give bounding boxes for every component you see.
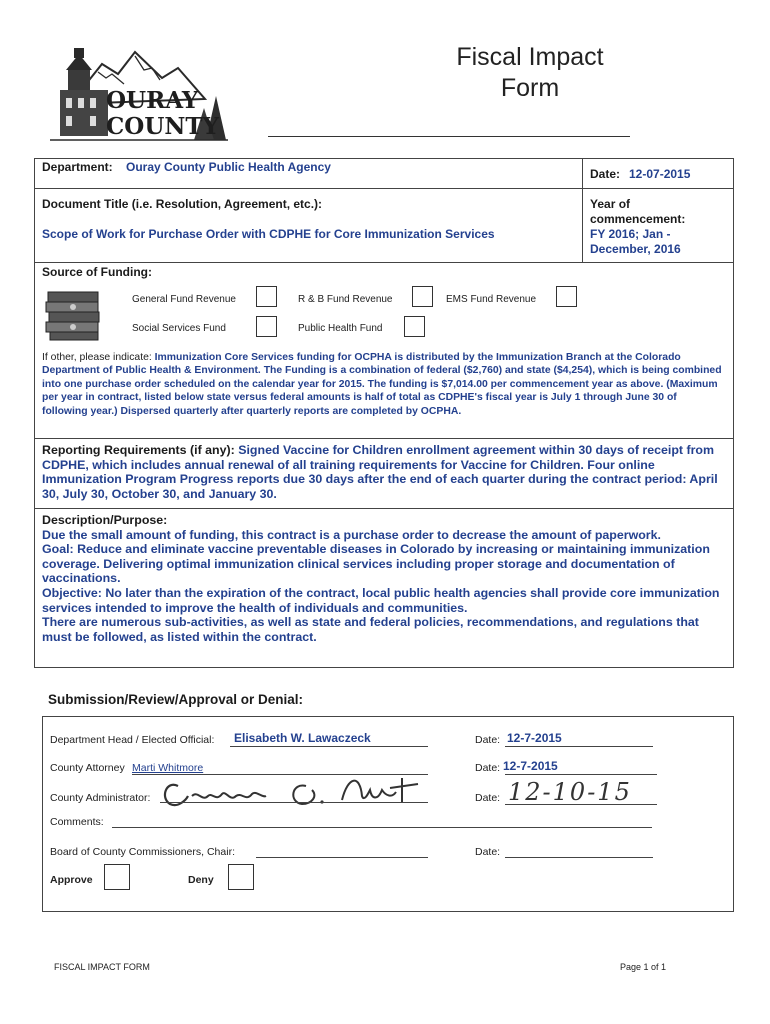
- dept-head-line: [230, 746, 428, 747]
- attorney-date-line: [505, 774, 657, 775]
- board-chair-date-line[interactable]: [505, 857, 653, 858]
- description-purpose: [42, 513, 726, 644]
- logo-text-ouray: OURAY: [106, 87, 199, 114]
- year-of-commencement-value: FY 2016; Jan - December, 2016: [590, 227, 681, 256]
- board-chair-date-label: Date:: [475, 846, 501, 858]
- approval-heading: Submission/Review/Approval or Denial:: [48, 692, 304, 707]
- rb-fund-checkbox[interactable]: [412, 286, 433, 307]
- attorney-date-label: Date:: [475, 762, 501, 774]
- svg-text:OURAY: [106, 87, 199, 114]
- reporting-requirements-label: Reporting Requirements (if any):: [42, 443, 235, 457]
- deny-label: Deny: [188, 874, 214, 886]
- board-chair-label: Board of County Commissioners, Chair:: [50, 846, 235, 858]
- rb-fund-label: R & B Fund Revenue: [298, 294, 393, 305]
- reporting-requirements: [42, 443, 726, 501]
- approve-label: Approve: [50, 874, 93, 886]
- social-services-label: Social Services Fund: [132, 323, 226, 334]
- ems-fund-checkbox[interactable]: [556, 286, 577, 307]
- logo-text-county: COUNTY: [106, 113, 219, 140]
- source-of-funding-label: Source of Funding:: [42, 265, 152, 279]
- ems-fund-label: EMS Fund Revenue: [446, 294, 537, 305]
- row-divider-3: [34, 438, 734, 439]
- general-fund-checkbox[interactable]: [256, 286, 277, 307]
- attorney-date-value: 12-7-2015: [503, 759, 558, 773]
- administrator-date-value: 12-10-15: [508, 778, 632, 806]
- footer-page-number: Page 1 of 1: [620, 962, 667, 972]
- description-line-3: Objective: No later than the expiration of the contract, local public health agencies shall provide core immunization services intended to improve the health of individuals and communities.: [42, 585, 720, 615]
- description-line-2: Goal: Reduce and eliminate vaccine preventable diseases in Colorado by increasing or maintaining immunization coverage. Delivering optimal immunization clinical services including proper storage and documentation of vaccinations.: [42, 542, 710, 586]
- form-title: [400, 42, 660, 104]
- footer-form-name: FISCAL IMPACT FORM: [54, 962, 150, 972]
- public-health-label: Public Health Fund: [298, 323, 383, 334]
- document-title-label: Document Title (i.e. Resolution, Agreement, etc.):: [42, 197, 323, 211]
- other-funding-text: [42, 351, 724, 418]
- dept-head-date-line: [505, 746, 653, 747]
- money-stack-icon: [44, 286, 102, 347]
- administrator-date-line: [505, 804, 657, 805]
- form-title-line2: Form: [500, 74, 560, 102]
- department-label: Department:: [42, 160, 113, 174]
- document-title-value: Scope of Work for Purchase Order with CDPHE for Core Immunization Services: [42, 227, 495, 241]
- reporting-requirements-value: Signed Vaccine for Children enrollment agreement within 30 days of receipt from CDPHE, which includes annual renewal of all training requirements for Vaccine for Children. Four online Immunization Program Progress reports due 30 days after the end of each quarter during the contract period: April 30, July 30, October 30, and January 30.: [42, 443, 718, 501]
- administrator-line: [160, 802, 428, 803]
- date-value: 12-07-2015: [629, 167, 691, 181]
- dept-head-date-label: Date:: [475, 734, 501, 746]
- column-divider: [582, 158, 583, 262]
- row-divider-2: [34, 262, 734, 263]
- description-line-4: There are numerous sub-activities, as well as state and federal policies, recommendations, and regulations that must be followed, as listed within the contract.: [42, 615, 699, 644]
- administrator-label: County Administrator:: [50, 792, 151, 804]
- general-fund-label: General Fund Revenue: [132, 294, 236, 305]
- attorney-label: County Attorney: [50, 762, 125, 774]
- attorney-value: Marti Whitmore: [132, 762, 204, 774]
- comments-line[interactable]: [112, 827, 652, 828]
- board-chair-line[interactable]: [256, 857, 428, 858]
- dept-head-label: Department Head / Elected Official:: [50, 734, 215, 746]
- row-divider-4: [34, 508, 734, 509]
- svg-text:COUNTY: [106, 113, 220, 140]
- year-of-commencement-label: Year of commencement:: [590, 197, 686, 226]
- administrator-date-label: Date:: [475, 792, 501, 804]
- department-value: Ouray County Public Health Agency: [126, 160, 331, 174]
- approve-checkbox[interactable]: [104, 864, 130, 890]
- title-divider: [268, 136, 630, 137]
- form-title-line1: Fiscal Impact: [456, 43, 604, 71]
- public-health-checkbox[interactable]: [404, 316, 425, 337]
- description-line-1: Due the small amount of funding, this contract is a purchase order to decrease the amount of paperwork.: [42, 527, 661, 542]
- other-funding-label: If other, please indicate:: [42, 352, 152, 363]
- comments-label: Comments:: [50, 816, 104, 828]
- dept-head-date-value: 12-7-2015: [507, 731, 562, 745]
- administrator-signature: [156, 772, 456, 817]
- dept-head-value: Elisabeth W. Lawaczeck: [234, 731, 371, 745]
- deny-checkbox[interactable]: [228, 864, 254, 890]
- social-services-checkbox[interactable]: [256, 316, 277, 337]
- row-divider-1: [34, 188, 734, 189]
- description-label: Description/Purpose:: [42, 513, 168, 527]
- ouray-county-logo: [40, 44, 230, 144]
- other-funding-value: Immunization Core Services funding for OCPHA is distributed by the Immunization Branch at the Colorado Department of Public Health & Environment. The Funding is a combination of federal ($2,760) and state ($4,254), which is being combined into one purchase order scheduled on the calendar year for 2015. The funding is $7,014.00 per commencement year as above. (Maximum per year in contract, listed below state versus federal amounts is half of total as CDPHE's fiscal year is July 1 through June 30 of following year.) Dispersed quarterly after quarterly reports are completed by OCPHA.: [42, 352, 722, 417]
- date-label: Date:: [590, 167, 621, 181]
